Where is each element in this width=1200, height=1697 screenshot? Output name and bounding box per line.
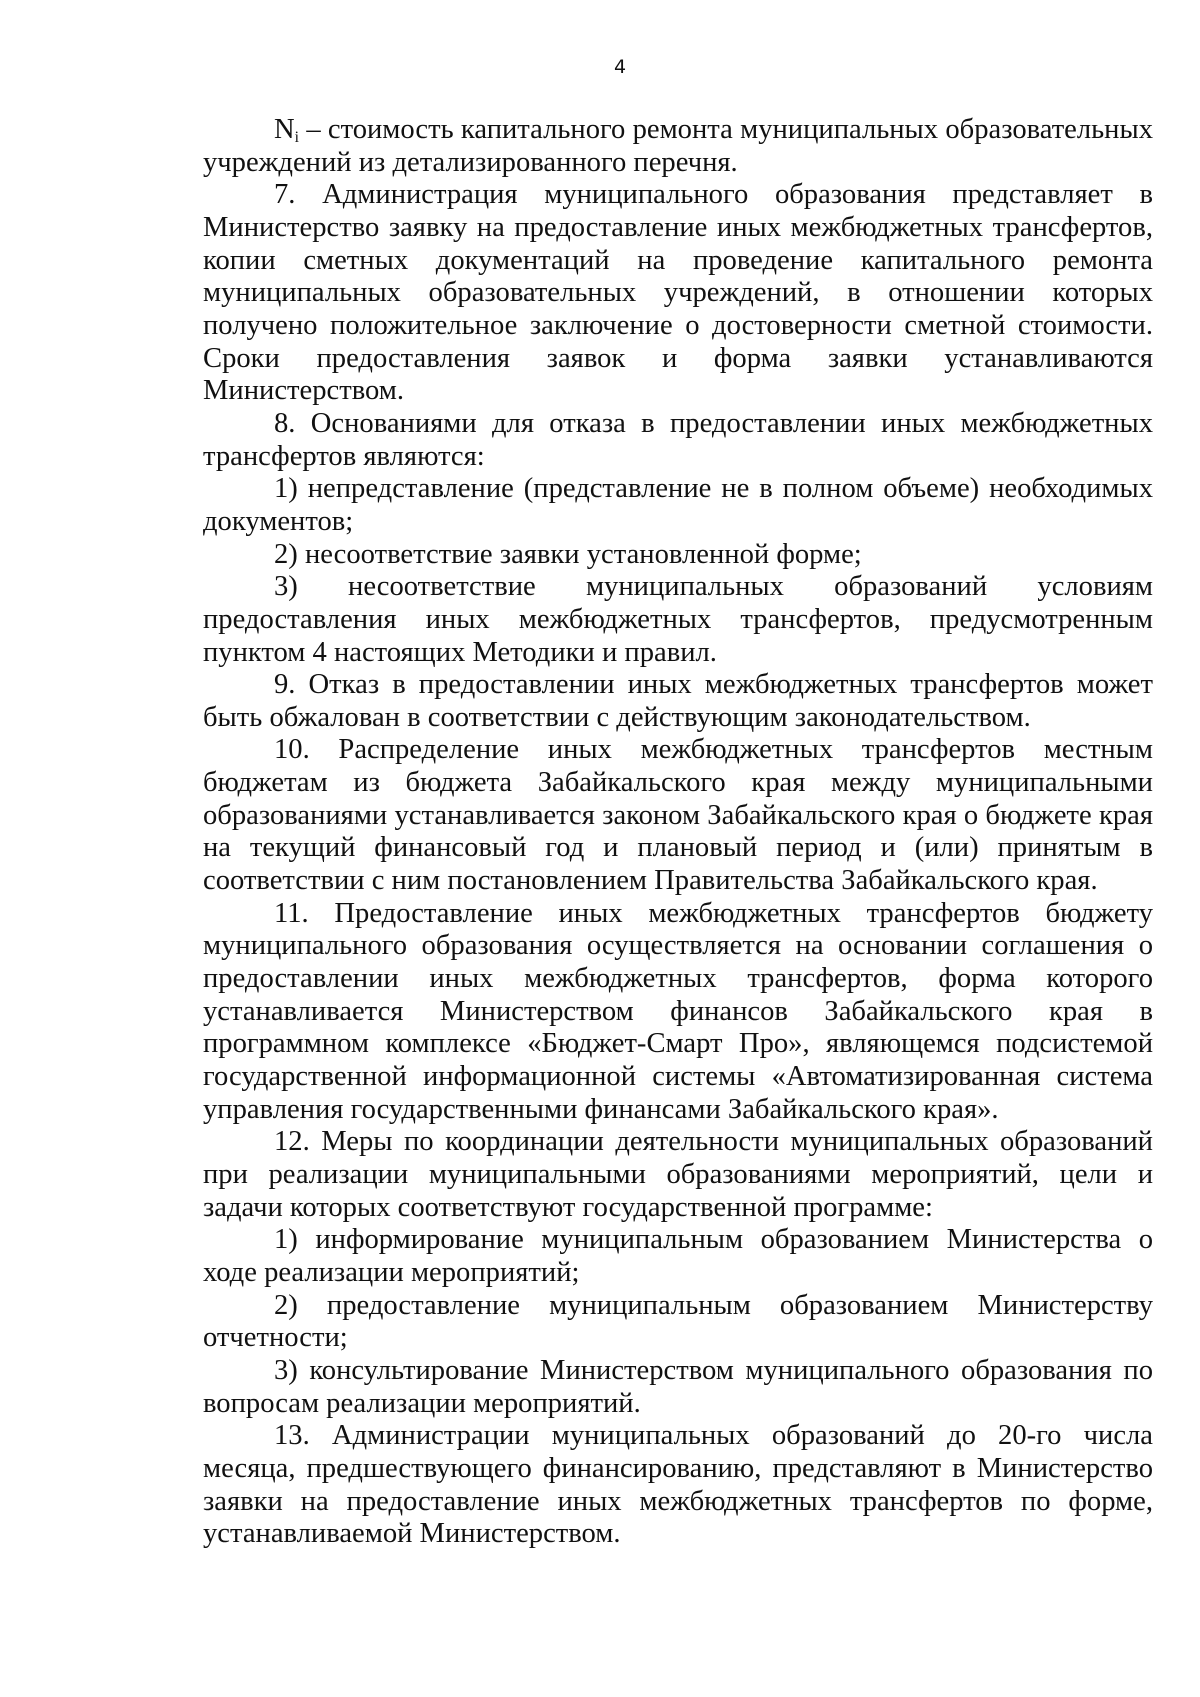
paragraph-8-item-3: 3) несоответствие муниципальных образований условиям предоставления иных межбюджетных трансфертов, предусмотренным пунктом 4 настоящих Методики и правил. (203, 571, 1153, 668)
paragraph-8-item-2: 2) несоответствие заявки установленной форме; (274, 538, 862, 570)
paragraph-8: 8. Основаниями для отказа в предоставлении иных межбюджетных трансфертов являются: (203, 407, 1153, 472)
ni-symbol: N (274, 114, 295, 145)
paragraph-text: – стоимость капитального ремонта муниципальных образовательных учреждений из детализированного перечня. (203, 114, 1153, 178)
ni-subscript: i (294, 128, 300, 146)
paragraph-13: 13. Администрации муниципальных образований до 20-го числа месяца, предшествующего финансированию, представляют в Министерство заявки на предоставление иных межбюджетных трансфертов по форме, устанавливаемой Министерством. (203, 1420, 1153, 1550)
paragraph-9: 9. Отказ в предоставлении иных межбюджетных трансфертов может быть обжалован в соответствии с действующим законодательством. (203, 669, 1153, 733)
paragraph-11: 11. Предоставление иных межбюджетных трансфертов бюджету муниципального образования осуществляется на основании соглашения о предоставлении иных межбюджетных трансфертов, форма которого устанавливается Министерством финансов Забайкальского края в программном комплексе «Бюджет-Смарт Про», являющемся подсистемой государственной информационной системы «Автоматизированная система управления государственными финансами Забайкальского края». (203, 897, 1153, 1125)
paragraph-ni-definition (203, 114, 1153, 179)
page-number: 4 (613, 56, 627, 78)
paragraph-12-item-1: 1) информирование муниципальным образованием Министерства о ходе реализации мероприятий; (203, 1224, 1153, 1288)
document-body (203, 114, 1153, 1551)
paragraph-7: 7. Администрация муниципального образования представляет в Министерство заявку на предоставление иных межбюджетных трансфертов, копии сметных документаций на проведение капитального ремонта муниципальных образовательных учреждений, в отношении которых получено положительное заключение о достоверности сметной стоимости. Сроки предоставления заявок и форма заявки устанавливаются Министерством. (203, 179, 1153, 407)
paragraph-12-item-3: 3) консультирование Министерством муниципального образования по вопросам реализации мероприятий. (203, 1354, 1153, 1419)
paragraph-10: 10. Распределение иных межбюджетных трансфертов местным бюджетам из бюджета Забайкальского края между муниципальными образованиями устанавливается законом Забайкальского края о бюджете края на текущий финансовый год и плановый период и (или) принятым в соответствии с ним постановлением Правительства Забайкальского края. (203, 734, 1153, 897)
paragraph-12: 12. Меры по координации деятельности муниципальных образований при реализации муниципальными образованиями мероприятий, цели и задачи которых соответствуют государственной программе: (203, 1126, 1153, 1223)
paragraph-12-item-2: 2) предоставление муниципальным образованием Министерству отчетности; (203, 1289, 1153, 1354)
paragraph-8-item-1: 1) непредставление (представление не в полном объеме) необходимых документов; (203, 473, 1153, 537)
